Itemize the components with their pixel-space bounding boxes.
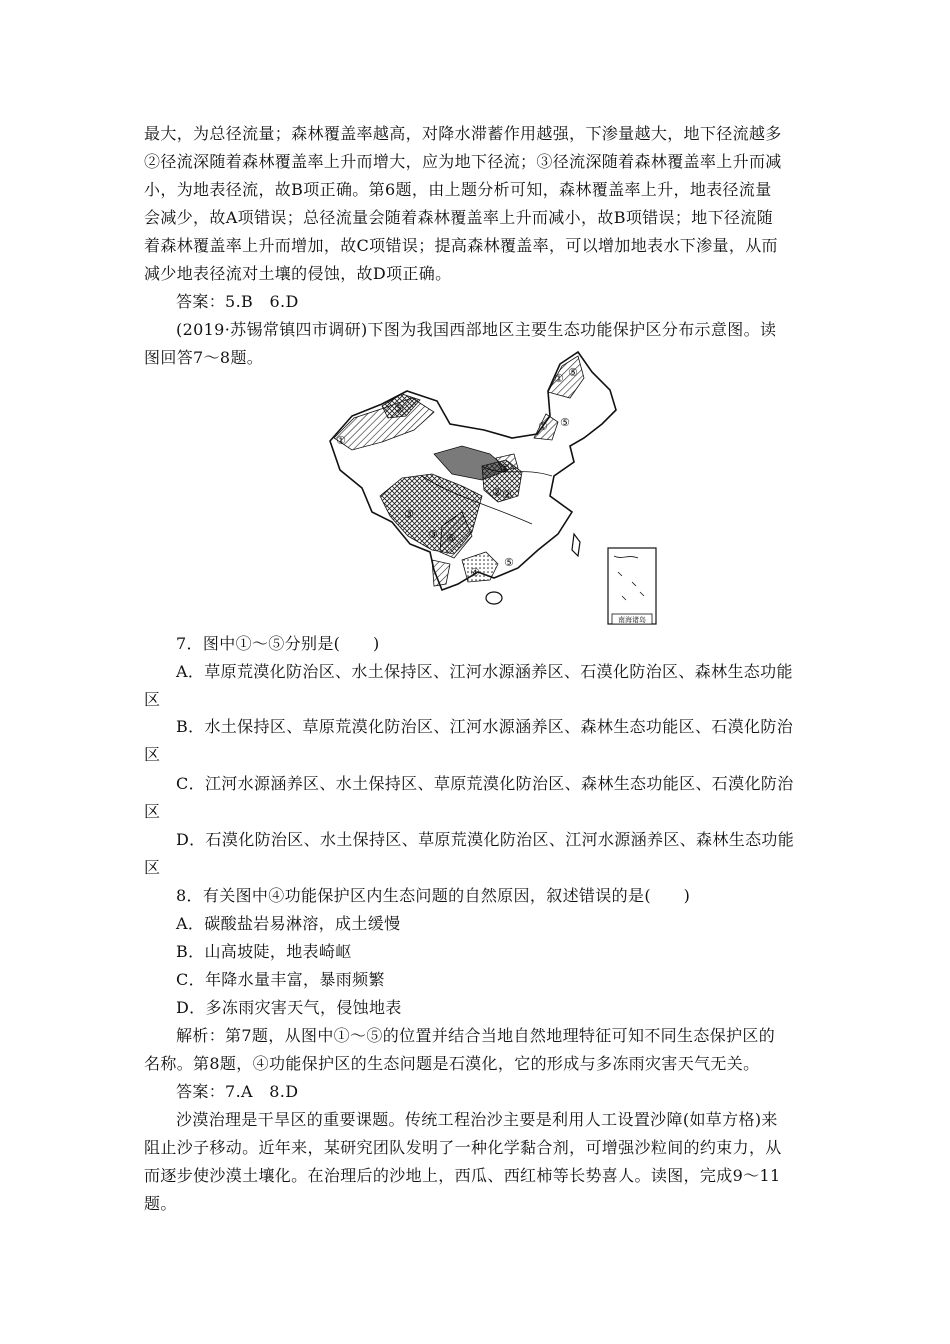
question-intro: (2019·苏锡常镇四市调研)下图为我国西部地区主要生态功能保护区分布示意图。读: [176, 320, 777, 339]
q7-option-b-cont: 区: [144, 745, 161, 764]
map-label: ①: [500, 462, 510, 475]
map-label: ①: [336, 434, 346, 447]
map-label: ⑤: [446, 532, 456, 545]
q8-option-c: C．年降水量丰富，暴雨频繁: [176, 970, 385, 989]
inset-label: 南海诸岛: [618, 616, 646, 624]
paragraph-line: 最大，为总径流量；森林覆盖率越高，对降水滞蓄作用越强，下渗量越大，地下径流越多: [144, 124, 782, 143]
q7-option-a-cont: 区: [144, 690, 161, 709]
answer-5-6: 答案：5.B 6.D: [176, 292, 299, 311]
paragraph-line: 着森林覆盖率上升而增加，故C项错误；提高森林覆盖率，可以增加地表水下渗量，从而: [144, 236, 778, 255]
desert-paragraph-line: 沙漠治理是干旱区的重要课题。传统工程治沙主要是利用人工设置沙障(如草方格)来: [176, 1110, 778, 1129]
q7-option-a: A．草原荒漠化防治区、水土保持区、江河水源涵养区、石漠化防治区、森林生态功能: [176, 662, 793, 681]
q8-option-b: B．山高坡陡，地表崎岖: [176, 942, 352, 961]
paragraph-line: ②径流深随着森林覆盖率上升而增大，应为地下径流；③径流深随着森林覆盖率上升而减: [144, 152, 782, 171]
map-label: ①: [538, 420, 548, 433]
analysis-line: 名称。第8题，④功能保护区的生态问题是石漠化，它的形成与多冻雨灾害天气无关。: [144, 1054, 760, 1073]
paragraph-line: 会减少，故A项错误；总径流量会随着森林覆盖率上升而减小，故B项错误；地下径流随: [144, 208, 773, 227]
q7-option-d: D．石漠化防治区、水土保持区、草原荒漠化防治区、江河水源涵养区、森林生态功能: [176, 830, 795, 849]
map-label: ⑤: [504, 556, 514, 569]
map-label: ⑤: [560, 416, 570, 429]
q8-stem: 8．有关图中④功能保护区内生态问题的自然原因，叙述错误的是( ): [176, 886, 691, 905]
paragraph-line: 减少地表径流对土壤的侵蚀，故D项正确。: [144, 264, 452, 283]
map-label: ⑤: [568, 366, 578, 379]
q7-option-c: C．江河水源涵养区、水土保持区、草原荒漠化防治区、森林生态功能区、石漠化防治: [176, 774, 794, 793]
desert-paragraph-line: 题。: [144, 1194, 177, 1213]
q7-option-b: B．水土保持区、草原荒漠化防治区、江河水源涵养区、森林生态功能区、石漠化防治: [176, 717, 794, 736]
china-ecological-zones-map: [322, 346, 662, 628]
map-label: ⑤: [394, 402, 404, 415]
analysis-line: 解析：第7题，从图中①～⑤的位置并结合当地自然地理特征可知不同生态保护区的: [176, 1026, 776, 1045]
q8-option-d: D．多冻雨灾害天气，侵蚀地表: [176, 998, 402, 1017]
question-intro: 图回答7～8题。: [144, 348, 264, 367]
map-label: ②: [502, 488, 512, 501]
map-label: ①: [554, 372, 564, 385]
answer-7-8: 答案：7.A 8.D: [176, 1082, 299, 1101]
map-label: ③: [404, 508, 414, 521]
desert-paragraph-line: 而逐步使沙漠土壤化。在治理后的沙地上，西瓜、西红柿等长势喜人。读图，完成9～11: [144, 1166, 781, 1185]
map-label: ④: [470, 566, 480, 579]
paragraph-line: 小，为地表径流，故B项正确。第6题，由上题分析可知，森林覆盖率上升，地表径流量: [144, 180, 772, 199]
map-label: ③: [428, 528, 438, 541]
q7-option-c-cont: 区: [144, 802, 161, 821]
q7-stem: 7．图中①～⑤分别是( ): [176, 634, 380, 653]
q8-option-a: A．碳酸盐岩易淋溶，成土缓慢: [176, 914, 401, 933]
map-label: ②: [492, 486, 502, 499]
q7-option-d-cont: 区: [144, 858, 161, 877]
desert-paragraph-line: 阻止沙子移动。近年来，某研究团队发明了一种化学黏合剂，可增强沙粒间的约束力，从: [144, 1138, 782, 1157]
